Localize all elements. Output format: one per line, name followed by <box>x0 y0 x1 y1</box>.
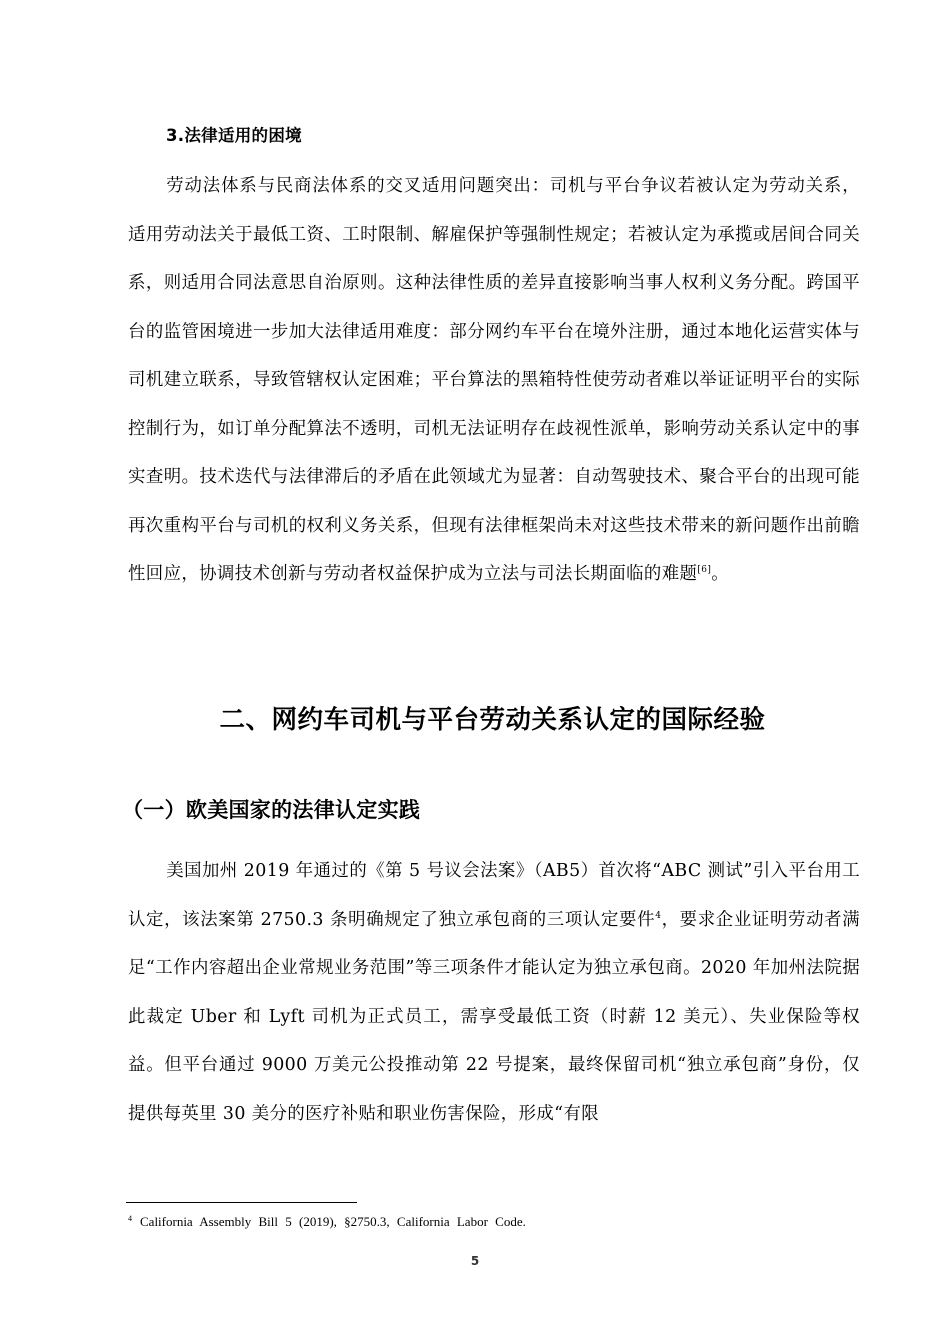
chapter-heading: 二、网约车司机与平台劳动关系认定的国际经验 <box>219 705 766 735</box>
footnote-text: California Assembly Bill 5 (2019), §2750.3, California Labor Code. <box>140 1214 526 1229</box>
paragraph-legal-application <box>128 162 860 599</box>
paragraph-text-after: ，要求企业证明劳动者满足“工作内容超出企业常规业务范围”等三项条件才能认定为独立承包商。2020 年加州法院据此裁定 Uber 和 Lyft 司机为正式员工，需享受最低工资（时薪 12 美元）、失业保险等权益。但平台通过 9000 万美元公投推动第 22 号提案，最终保留司机“独立承包商”身份，仅提供每英里 30 美分的医疗补贴和职业伤害保险，形成“有限 <box>128 909 861 1124</box>
paragraph-text: 劳动法体系与民商法体系的交叉适用问题突出：司机与平台争议若被认定为劳动关系，适用劳动法关于最低工资、工时限制、解雇保护等强制性规定；若被认定为承揽或居间合同关系，则适用合同法意思自治原则。这种法律性质的差异直接影响当事人权利义务分配。跨国平台的监管困境进一步加大法律适用难度：部分网约车平台在境外注册，通过本地化运营实体与司机建立联系，导致管辖权认定困难；平台算法的黑箱特性使劳动者难以举证证明平台的实际控制行为，如订单分配算法不透明，司机无法证明存在歧视性派单，影响劳动关系认定中的事实查明。技术迭代与法律滞后的矛盾在此领域尤为显著：自动驾驶技术、聚合平台的出现可能再次重构平台与司机的权利义务关系，但现有法律框架尚未对这些技术带来的新问题作出前瞻性回应，协调技术创新与劳动者权益保护成为立法与司法长期面临的难题 <box>128 176 860 584</box>
citation-ref[interactable]: [6] <box>697 565 712 575</box>
paragraph-us-california <box>128 847 860 1138</box>
paragraph-end: 。 <box>711 564 730 584</box>
footnote <box>128 1214 526 1230</box>
footnote-ref[interactable]: 4 <box>655 910 662 921</box>
footnote-divider <box>126 1202 357 1203</box>
subsection-heading: （一）欧美国家的法律认定实践 <box>122 798 421 822</box>
footnote-mark: 4 <box>128 1214 132 1223</box>
page-number: 5 <box>470 1254 480 1268</box>
paragraph-text-before: 美国加州 2019 年通过的《第 5 号议会法案》（AB5）首次将“ABC 测试”引入平台用工认定，该法案第 2750.3 条明确规定了独立承包商的三项认定要件 <box>128 861 860 930</box>
section-heading-3: 3.法律适用的困境 <box>166 126 302 145</box>
